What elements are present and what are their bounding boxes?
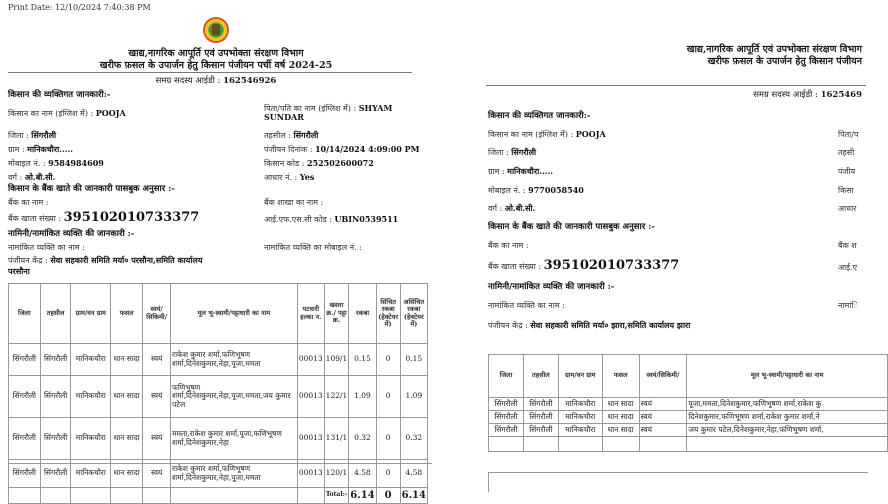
cell-unirrigated: 1.09 (400, 376, 427, 418)
header-irrigated: सिंचित रकबा (हेक्टेयर में) (376, 284, 400, 344)
cell-unirrigated: 0.15 (400, 344, 427, 376)
registration-center-field: पंजीयन केंद्र : सेवा सहकारी समिति मर्या० झारा,समिति कार्यालय झारा (488, 320, 691, 330)
father-name-field: पिता/पति का नाम (इंग्लिश में) : SHYAM SUNDAR (264, 103, 393, 123)
cell-district: सिंगरौली (9, 376, 41, 418)
cell-crop: धान सादा (111, 344, 143, 376)
header-ownership: स्वयं/ सिकिमी/ (143, 284, 171, 344)
land-records-table (488, 354, 888, 452)
cell-ownership: स्वयं (143, 418, 171, 460)
header-district: जिला (489, 355, 524, 398)
cell-village: मानिकचौरा (558, 398, 602, 411)
bottom-frame (8, 463, 438, 493)
samagra-id: 162546926 (223, 76, 277, 86)
cell-irrigated: 0 (376, 344, 400, 376)
cell-ownership: स्वयं (143, 376, 171, 418)
district-field: जिला : सिंगरौली (8, 130, 57, 140)
divider (486, 85, 866, 86)
header-village: ग्राम/वन ग्राम (71, 284, 111, 344)
father-name-field: पिता/प (838, 130, 859, 139)
table-row (489, 398, 888, 411)
header-district: जिला (9, 284, 41, 344)
cell-khasra: 109/1 (324, 344, 349, 376)
cell-crop: धान सादा (111, 460, 143, 488)
nominee-name-field: नामांकित व्यक्ति का नाम : (8, 243, 85, 252)
farmer-name-field: किसान का नाम (इंग्लिश में) : POOJA (488, 129, 606, 139)
form-title: खरीफ फ़सल के उपार्जन हेतु किसान पंजीयन (707, 56, 862, 67)
form-title: खरीफ फ़सल के उपार्जन हेतु किसान पंजीयन पर्ची वर्ष 2024-25 (99, 60, 333, 71)
header-tehsil: तहसील (523, 355, 558, 398)
tehsil-field: तहसील : सिंगरौली (264, 130, 319, 140)
bank-name-field: बैंक का नाम : (8, 198, 49, 207)
ifsc-field: आई.एफ.एस.सी कोड : UBIN0539511 (264, 214, 399, 224)
cell-khasra: 120/1 (324, 460, 349, 488)
tehsil-field: तहसी (838, 148, 855, 157)
print-date: Print Date: 12/10/2024 7:40:38 PM (8, 3, 151, 12)
header-rakba: रकबा (349, 284, 376, 344)
header-owner-name: मूल भू-स्वामी/पट्टाधारी का नाम (171, 284, 298, 344)
personal-info-heading: किसान की व्यक्तिगत जानकारी:- (8, 90, 111, 100)
cell-irrigated: 0 (376, 460, 400, 488)
cell-irrigated: 0 (376, 376, 400, 418)
cell-halka: 00013 (297, 344, 324, 376)
kisan-code-field: किसान कोड : 252502600072 (264, 158, 374, 168)
personal-info-heading: किसान की व्यक्तिगत जानकारी:- (488, 111, 591, 121)
table-empty-row (489, 437, 888, 452)
cell-crop: धान सादा (602, 411, 639, 424)
total-rakba: 6.14 (349, 488, 376, 504)
cell-unirrigated: 0.32 (400, 418, 427, 460)
kisan-code-field: किसा (838, 186, 854, 195)
cell-owner-name: राकेश कुमार शर्मा,फणिभूषण शर्मा,दिनेशकुमार,नेहा,पूजा,ममता (171, 344, 298, 376)
header-crop: फसल (111, 284, 143, 344)
cell-village: मानिकचौरा (71, 344, 111, 376)
cell-village: मानिकचौरा (558, 424, 602, 437)
cell-halka: 00013 (297, 460, 324, 488)
government-emblem-logo (203, 17, 229, 43)
cell-crop: धान सादा (602, 424, 639, 437)
cell-rakba: 0.15 (349, 344, 376, 376)
table-row (489, 411, 888, 424)
cell-rakba: 1.09 (349, 376, 376, 418)
cell-crop: धान सादा (111, 376, 143, 418)
account-number-field: बैंक खाता संख्या : 395102010733377 (488, 258, 680, 273)
header-village: ग्राम/वन ग्राम (558, 355, 602, 398)
header-patwari-halka: पटवारी हल्का न. (297, 284, 324, 344)
samagra-id: 1625469 (820, 90, 862, 100)
bank-info-heading: किसान के बैंक खाते की जानकारी पासबुक अनुसार :- (488, 222, 655, 232)
cell-owner-name: पूजा,ममता,दिनेशकुमार,फणिभूषण शर्मा,राकेश कु (687, 398, 888, 411)
header-crop: फसल (602, 355, 639, 398)
cell-crop: धान सादा (602, 398, 639, 411)
cell-owner-name: ममता,राकेश कुमार शर्मा,पूजा,फणिभूषण शर्मा,दिनेशकुमार,नेहा (171, 418, 298, 460)
bank-info-heading: किसान के बैंक खाते की जानकारी पासबुक अनुसार :- (8, 184, 175, 194)
nominee-mobile-field: नामांि (838, 301, 859, 310)
cell-khasra: 131/1 (324, 418, 349, 460)
bottom-frame (488, 472, 868, 492)
cell-tehsil: सिंगरौली (40, 376, 71, 418)
cell-ownership: स्वयं (143, 344, 171, 376)
department-title: खाद्य,नागरिक आपूर्ति एवं उपभोक्ता संरक्षण विभाग (128, 48, 304, 59)
farmer-name-field: किसान का नाम (इंग्लिश में) : POOJA (8, 108, 126, 118)
department-title: खाद्य,नागरिक आपूर्ति एवं उपभोक्ता संरक्षण विभाग (686, 44, 862, 55)
cell-tehsil: सिंगरौली (40, 460, 71, 488)
table-header-row (9, 284, 428, 344)
cell-khasra: 122/1 (324, 376, 349, 418)
registration-center-line2: परसौना (8, 266, 30, 276)
cell-village: मानिकचौरा (71, 460, 111, 488)
total-unirrigated: 6.14 (400, 488, 427, 504)
cell-ownership: स्वयं (639, 411, 687, 424)
nominee-info-heading: नामिनी/नामांकित व्यक्ति की जानकारी :- (8, 229, 135, 239)
category-field: वर्ग : ओ.बी.सी. (8, 172, 56, 182)
table-row (9, 376, 428, 418)
cell-district: सिंगरौली (9, 344, 41, 376)
cell-district: सिंगरौली (489, 424, 524, 437)
cell-district: सिंगरौली (9, 460, 41, 488)
cell-village: मानिकचौरा (71, 418, 111, 460)
category-field: वर्ग : ओ.बी.सी. (488, 203, 536, 213)
samagra-id-line: समग्र सदस्य आईडी : 1625469 (753, 90, 862, 100)
registration-date-field: पंजीय (838, 167, 856, 176)
cell-tehsil: सिंगरौली (523, 424, 558, 437)
nominee-mobile-field: नामांकित व्यक्ति का मोबाइल नं. : (264, 243, 362, 252)
cell-rakba: 0.32 (349, 418, 376, 460)
nominee-name-field: नामांकित व्यक्ति का नाम : (488, 301, 565, 310)
cell-crop: धान सादा (111, 418, 143, 460)
aadhar-field: आधार नं. : Yes (264, 172, 315, 182)
cell-irrigated: 0 (376, 418, 400, 460)
header-ownership: स्वयं/सिकिमी/ (639, 355, 687, 398)
cell-rakba: 4.58 (349, 460, 376, 488)
samagra-id-line: समग्र सदस्य आईडी : 162546926 (155, 76, 277, 86)
cell-ownership: स्वयं (639, 424, 687, 437)
total-label: Total:- (324, 488, 349, 504)
cell-owner-name: राकेश कुमार शर्मा,फणिभूषण शर्मा,दिनेशकुमार,नेहा,पूजा,ममता (171, 460, 298, 488)
registration-center-field: पंजीयन केंद्र : सेवा सहकारी समिति मर्या० परसौना,समिति कार्यालय (8, 255, 203, 265)
cell-tehsil: सिंगरौली (40, 418, 71, 460)
header-khasra: खसरा क्र./ पट्टा क्र. (324, 284, 349, 344)
cell-tehsil: सिंगरौली (523, 398, 558, 411)
mobile-field: मोबाइल नं. : 9584984609 (8, 158, 104, 168)
bank-branch-field: बैंक श (838, 241, 857, 250)
cell-tehsil: सिंगरौली (40, 344, 71, 376)
cell-district: सिंगरौली (9, 418, 41, 460)
header-tehsil: तहसील (40, 284, 71, 344)
table-row (9, 344, 428, 376)
aadhar-field: आधार (838, 204, 857, 213)
village-field: ग्राम : मानिकचौरा..... (8, 144, 74, 154)
cell-tehsil: सिंगरौली (523, 411, 558, 424)
header-unirrigated: असिंचित रकबा (हेक्टेयर में) (400, 284, 427, 344)
cell-halka: 00013 (297, 376, 324, 418)
cell-district: सिंगरौली (489, 411, 524, 424)
cell-unirrigated: 4.58 (400, 460, 427, 488)
account-number-field: बैंक खाता संख्या : 395102010733377 (8, 210, 200, 225)
cell-ownership: स्वयं (143, 460, 171, 488)
cell-owner-name: दिनेशकुमार,फणिभूषण शर्मा,राकेश कुमार शर्मा,ने (687, 411, 888, 424)
bank-name-field: बैंक का नाम : (488, 241, 529, 250)
table-header-row (489, 355, 888, 398)
cell-district: सिंगरौली (489, 398, 524, 411)
cell-halka: 00013 (297, 418, 324, 460)
village-field: ग्राम : मानिकचौरा..... (488, 166, 554, 176)
mobile-field: मोबाइल नं. : 9770058540 (488, 185, 584, 195)
table-row (9, 418, 428, 460)
ifsc-field: आई.ए (838, 263, 858, 272)
cell-village: मानिकचौरा (558, 411, 602, 424)
district-field: जिला : सिंगरौली (488, 147, 537, 157)
divider (8, 72, 412, 73)
registration-date-field: पंजीयन दिनांक : 10/14/2024 4:09:00 PM (264, 144, 420, 154)
nominee-info-heading: नामिनी/नामांकित व्यक्ति की जानकारी :- (488, 282, 615, 292)
total-irrigated: 0 (376, 488, 400, 504)
cell-village: मानिकचौरा (71, 376, 111, 418)
header-owner-name: मूल भू-स्वामी/पट्टाधारी का नाम (687, 355, 888, 398)
cell-owner-name: फणिभूषण शर्मा,दिनेशकुमार,नेहा,पूजा,ममता,जय कुमार पटेल (171, 376, 298, 418)
cell-owner-name: जय कुमार पटेल,दिनेशकुमार,नेहा,फणिभूषण शर्मा, (687, 424, 888, 437)
table-row (489, 424, 888, 437)
bank-branch-field: बैंक शाखा का नाम : (264, 198, 324, 207)
left-registration-slip (0, 0, 432, 501)
cell-ownership: स्वयं (639, 398, 687, 411)
right-registration-slip (432, 0, 860, 484)
